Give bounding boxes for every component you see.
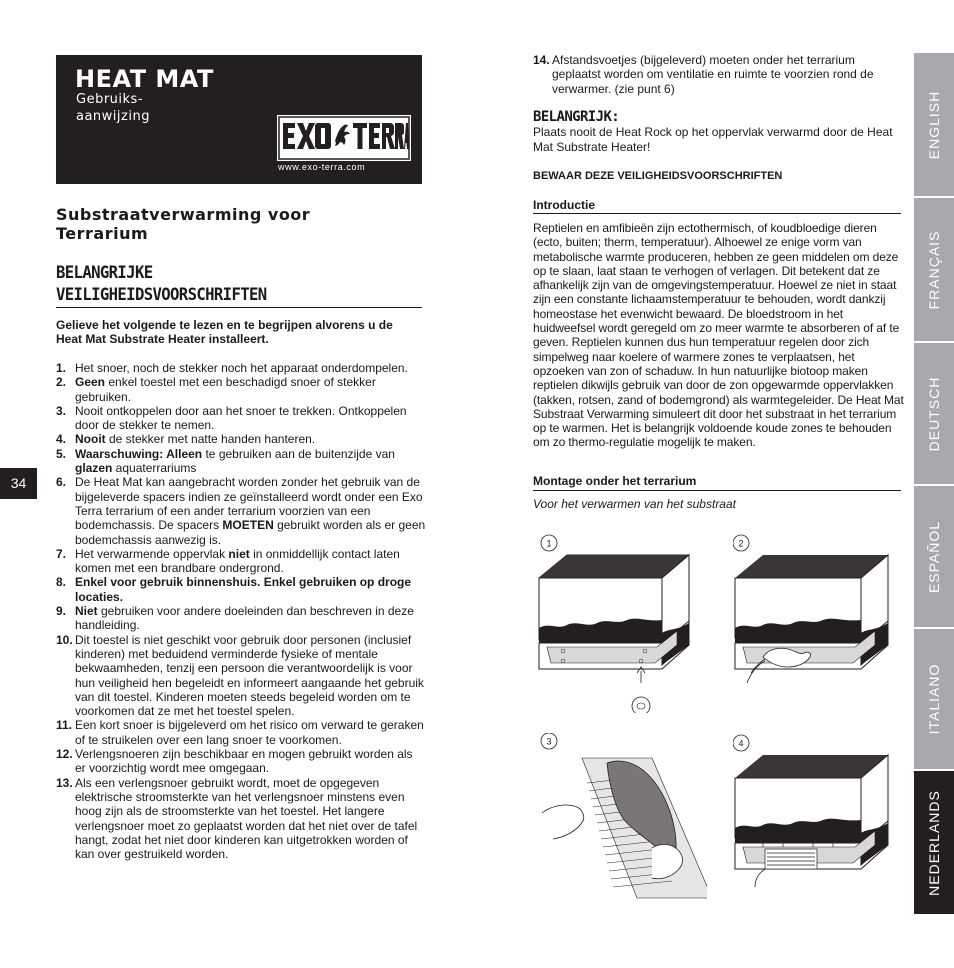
list-item-text: MOETEN bbox=[222, 518, 274, 533]
tab-espanol[interactable] bbox=[914, 486, 954, 627]
tab-deutsch-label: DEUTSCH bbox=[926, 376, 942, 451]
list-item bbox=[56, 575, 426, 604]
list-item-text: Afstandsvoetjes (bijgeleverd) moeten onder het terrarium geplaatst worden om ventilatie en ruimte te voorzien rond de verwarmer. (zie punt 6) bbox=[552, 53, 874, 96]
step-1-number: 1 bbox=[546, 538, 552, 549]
subtitle-line1: Substraatverwarming voor bbox=[56, 205, 311, 224]
list-item-number: 11. bbox=[56, 718, 73, 733]
tab-francais-label: FRANÇAIS bbox=[926, 230, 942, 309]
list-item-text: glazen bbox=[75, 461, 113, 476]
list-item-number: 9. bbox=[56, 604, 67, 619]
introduction-body: Reptielen en amfibieën zijn ectothermisch, of koudbloedige dieren (ecto, buiten; therm, temperatuur). Alhoewel ze enige vorm van metabolische warmte produceren, hebben ze geen middelen om deze op te slaan, laat staan te verhogen of verlagen. Dit betekent dat ze afhankelijk zijn van de omgevingstemperatuur. Hoewel ze niet in staat zijn een constante lichaamstemperatuur te behouden, wordt dankzij homeostase het evenwicht bewaard. De bloedstroom in het huidweefsel wordt geregeld om zo meer warmte te absorberen of af te geven. Reptielen kunnen dus hun temperatuur regelen door zich simpelweg naar koelere of warmere zones te verplaatsen, het opzoeken van zon of schaduw. In hun natuurlijke biotoop maken reptielen dikwijls gebruik van door de zon opgewarmde oppervlakken (takken, rotsen, zand of bodemgrond) als warmtegeleider. De Heat Mat Substraat Verwarming simuleert dit door het substraat in het terrarium op te warmen. Het is belangrijk voldoende koude zones te behouden om zo thermo-regulatie mogelijk te maken. bbox=[533, 221, 904, 450]
heading-divider bbox=[56, 307, 422, 308]
intro-text: Gelieve het volgende te lezen en te begrijpen alvorens u de Heat Mat Substrate Heater installeert. bbox=[56, 318, 393, 346]
list-item-text: in onmiddellijk contact laten komen met een brandbare ondergrond. bbox=[75, 546, 400, 576]
page-number: 34 bbox=[0, 468, 37, 499]
list-item-text: Geen bbox=[75, 375, 106, 390]
introduction-divider bbox=[533, 213, 901, 214]
list-item-text: Verlengsnoeren zijn beschikbaar en mogen gebruikt worden als er voorzichtig wordt mee omgegaan. bbox=[75, 747, 413, 776]
manual-label bbox=[76, 91, 150, 125]
website-url: www.exo-terra.com bbox=[278, 162, 366, 172]
list-item-number: 12. bbox=[56, 747, 73, 762]
heading-line2: VEILIGHEIDSVOORSCHRIFTEN bbox=[56, 285, 267, 305]
step-2-illustration bbox=[733, 533, 903, 713]
list-item-number: 6. bbox=[56, 475, 67, 490]
warning-text: Plaats nooit de Heat Rock op het oppervlak verwarmd door de Heat Mat Substrate Heater! bbox=[533, 125, 893, 154]
warning-heading: BELANGRIJK: bbox=[533, 109, 620, 125]
tab-nederlands[interactable] bbox=[914, 771, 954, 914]
manual-label-line2: aanwijzing bbox=[76, 109, 150, 124]
list-item-text: Nooit ontkoppelen door aan het snoer te trekken. Ontkoppelen door de stekker te nemen. bbox=[75, 403, 407, 433]
list-item-number: 14. bbox=[533, 53, 550, 67]
tab-italiano[interactable] bbox=[914, 629, 954, 769]
list-item-text: enkel toestel met een beschadigd snoer of stekker gebruiken. bbox=[75, 375, 376, 404]
step-1-illustration bbox=[537, 533, 707, 713]
list-item bbox=[533, 53, 903, 96]
heading-line1: BELANGRIJKE bbox=[56, 263, 153, 283]
safety-heading bbox=[56, 262, 396, 306]
list-item-number: 2. bbox=[56, 375, 67, 390]
list-item bbox=[56, 447, 426, 476]
list-item bbox=[56, 361, 426, 375]
list-item-text: gebruiken voor andere doeleinden dan beschreven in deze handleiding. bbox=[75, 604, 414, 633]
list-item-number: 5. bbox=[56, 446, 67, 461]
list-item-number: 13. bbox=[56, 775, 73, 790]
mounting-subtitle: Voor het verwarmen van het substraat bbox=[533, 497, 736, 511]
tab-english[interactable] bbox=[914, 53, 954, 196]
list-item-number: 7. bbox=[56, 546, 67, 561]
introduction-heading: Introductie bbox=[533, 198, 595, 212]
list-item-text: niet bbox=[228, 546, 250, 561]
list-item bbox=[56, 776, 426, 862]
list-item-text: Een kort snoer is bijgeleverd om het risico om verward te geraken of te struikelen over een lang snoer te voorkomen. bbox=[75, 718, 424, 747]
list-item-text: Nooit bbox=[75, 432, 106, 447]
step-4-number: 4 bbox=[738, 738, 744, 749]
list-item bbox=[56, 432, 426, 446]
step-3-number: 3 bbox=[546, 736, 552, 747]
list-item-text: Dit toestel is niet geschikt voor gebruik door personen (inclusief kinderen) met beduidend verminderde fysieke of mentale bekwaamheden, tenzij een persoon die verantwoordelijk is voor hun veiligheid hen begeleidt en informeert aangaande het gebruik van dit toestel. Kinderen moeten steeds begeleid worden om te voorkomen dat ze met het toestel spelen. bbox=[75, 632, 424, 719]
exo-terra-logo bbox=[277, 115, 411, 161]
tab-italiano-label: ITALIANO bbox=[926, 663, 942, 735]
list-item-text: Als een verlengsnoer gebruikt wordt, moet de opgegeven elektrische stroomsterkte van het verlengsnoer minstens even hoog zijn als de stroomsterkte van het toestel. Het langere verlengsnoer moet zo geplaatst worden dat het niet over de tafel hangt, zodat het niet door kinderen kan uitgetrokken worden of kan over gestruikeld worden. bbox=[75, 775, 418, 862]
list-item bbox=[56, 547, 426, 576]
list-item-text: Niet bbox=[75, 604, 98, 619]
list-item-text: te gebruiken aan de buitenzijde van bbox=[202, 446, 395, 461]
tab-english-label: ENGLISH bbox=[926, 90, 942, 159]
save-instructions: BEWAAR DEZE VEILIGHEIDSVOORSCHRIFTEN bbox=[533, 170, 783, 182]
list-item bbox=[56, 604, 426, 633]
list-item-text: De Heat Mat kan aangebracht worden zonder het gebruik van de bijgeleverde spacers indien ze geïnstalleerd wordt onder een Exo Terra terrarium of een ander terrarium voorzien van een bodemchassis. De spacers bbox=[75, 475, 423, 533]
list-item-text: Het verwarmende oppervlak bbox=[75, 546, 229, 561]
tab-deutsch[interactable] bbox=[914, 343, 954, 484]
step-3-illustration bbox=[537, 733, 707, 913]
list-item bbox=[56, 747, 426, 776]
mounting-divider bbox=[533, 490, 901, 491]
list-item-text: aquaterrariums bbox=[112, 461, 197, 476]
mounting-heading: Montage onder het terrarium bbox=[533, 474, 697, 488]
section-subtitle bbox=[56, 205, 426, 243]
list-item-number: 8. bbox=[56, 575, 67, 590]
safety-list bbox=[56, 361, 426, 861]
manual-label-line1: Gebruiks- bbox=[76, 92, 144, 107]
list-item-text: Het snoer, noch de stekker noch het apparaat onderdompelen. bbox=[75, 361, 408, 375]
list-item-number: 3. bbox=[56, 403, 67, 418]
list-item-number: 1. bbox=[56, 361, 67, 375]
list-item bbox=[56, 475, 426, 546]
safety-list-continued bbox=[533, 53, 903, 96]
list-item bbox=[56, 633, 426, 719]
list-item bbox=[56, 404, 426, 433]
product-title: HEAT MAT bbox=[75, 65, 214, 93]
tab-espanol-label: ESPAÑOL bbox=[926, 520, 942, 593]
subtitle-line2: Terrarium bbox=[56, 224, 149, 243]
step-4-illustration bbox=[733, 733, 903, 913]
list-item-text: gebruikt worden als er geen bodemchassis aanwezig is. bbox=[75, 518, 426, 547]
list-item-number: 10. bbox=[56, 632, 73, 647]
tab-francais[interactable] bbox=[914, 198, 954, 341]
list-item-text: Waarschuwing: Alleen bbox=[75, 446, 203, 461]
list-item bbox=[56, 718, 426, 747]
header-banner bbox=[56, 55, 422, 184]
list-item-text: Enkel voor gebruik binnenshuis. Enkel gebruiken op droge locaties. bbox=[75, 575, 412, 604]
tab-nederlands-label: NEDERLANDS bbox=[926, 789, 942, 896]
list-item bbox=[56, 375, 426, 404]
list-item-text: de stekker met natte handen hanteren. bbox=[105, 432, 316, 447]
step-2-number: 2 bbox=[738, 538, 744, 549]
list-item-number: 4. bbox=[56, 432, 67, 447]
